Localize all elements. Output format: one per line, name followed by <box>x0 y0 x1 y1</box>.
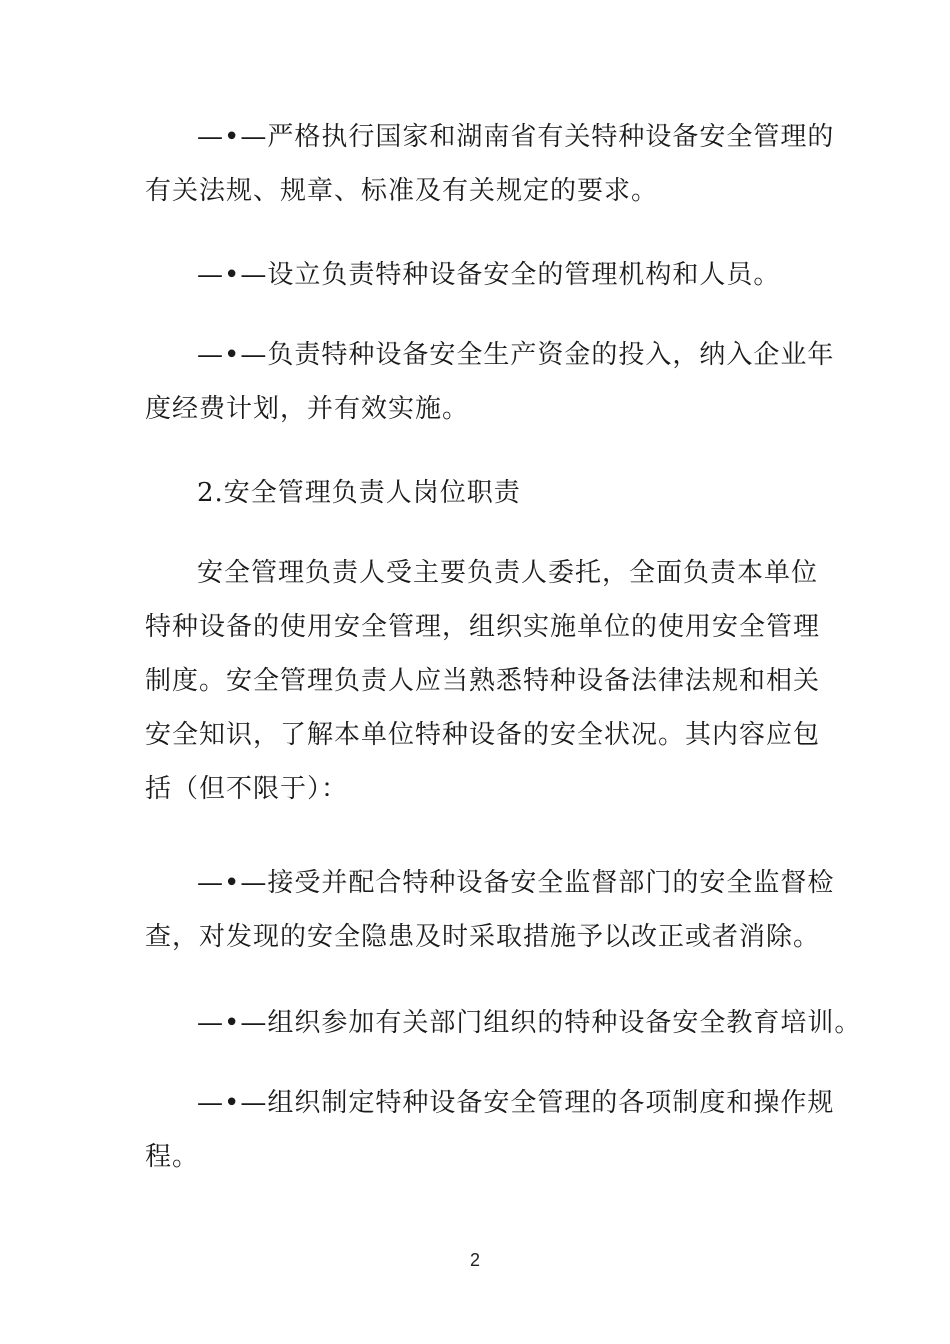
text-line: 安全知识，了解本单位特种设备的安全状况。其内容应包 <box>145 720 821 750</box>
text-line: 查，对发现的安全隐患及时采取措施予以改正或者消除。 <box>145 922 821 952</box>
text-line: —•—组织参加有关部门组织的特种设备安全教育培训。 <box>197 1008 862 1038</box>
text-line: 安全管理负责人受主要负责人委托，全面负责本单位 <box>197 558 819 588</box>
text-line: 度经费计划，并有效实施。 <box>145 394 470 424</box>
text-line: 括（但不限于）： <box>145 774 349 804</box>
text-line: —•—严格执行国家和湖南省有关特种设备安全管理的 <box>197 122 835 152</box>
paragraph-duty-training <box>145 996 862 1050</box>
text-line: 制度。安全管理负责人应当熟悉特种设备法律法规和相关 <box>145 666 821 696</box>
paragraph-duty-organization <box>145 248 815 302</box>
text-line: 有关法规、规章、标准及有关规定的要求。 <box>145 176 659 206</box>
text-line: 程。 <box>145 1142 200 1172</box>
paragraph-duty-funding <box>145 328 835 436</box>
page-number: 2 <box>469 1250 480 1270</box>
text-line: —•—接受并配合特种设备安全监督部门的安全监督检 <box>197 868 835 898</box>
text-line: —•—负责特种设备安全生产资金的投入，纳入企业年 <box>197 340 835 370</box>
paragraph-duty-inspection <box>145 856 835 964</box>
text-line: —•—组织制定特种设备安全管理的各项制度和操作规 <box>197 1088 835 1118</box>
paragraph-safety-manager-description <box>145 546 821 816</box>
heading-text: 2.安全管理负责人岗位职责 <box>197 478 521 508</box>
text-line: —•—设立负责特种设备安全的管理机构和人员。 <box>197 260 781 290</box>
text-line: 特种设备的使用安全管理，组织实施单位的使用安全管理 <box>145 612 821 642</box>
paragraph-duty-procedures <box>145 1076 835 1184</box>
section-heading <box>145 466 815 520</box>
paragraph-duty-regulations <box>145 110 835 218</box>
